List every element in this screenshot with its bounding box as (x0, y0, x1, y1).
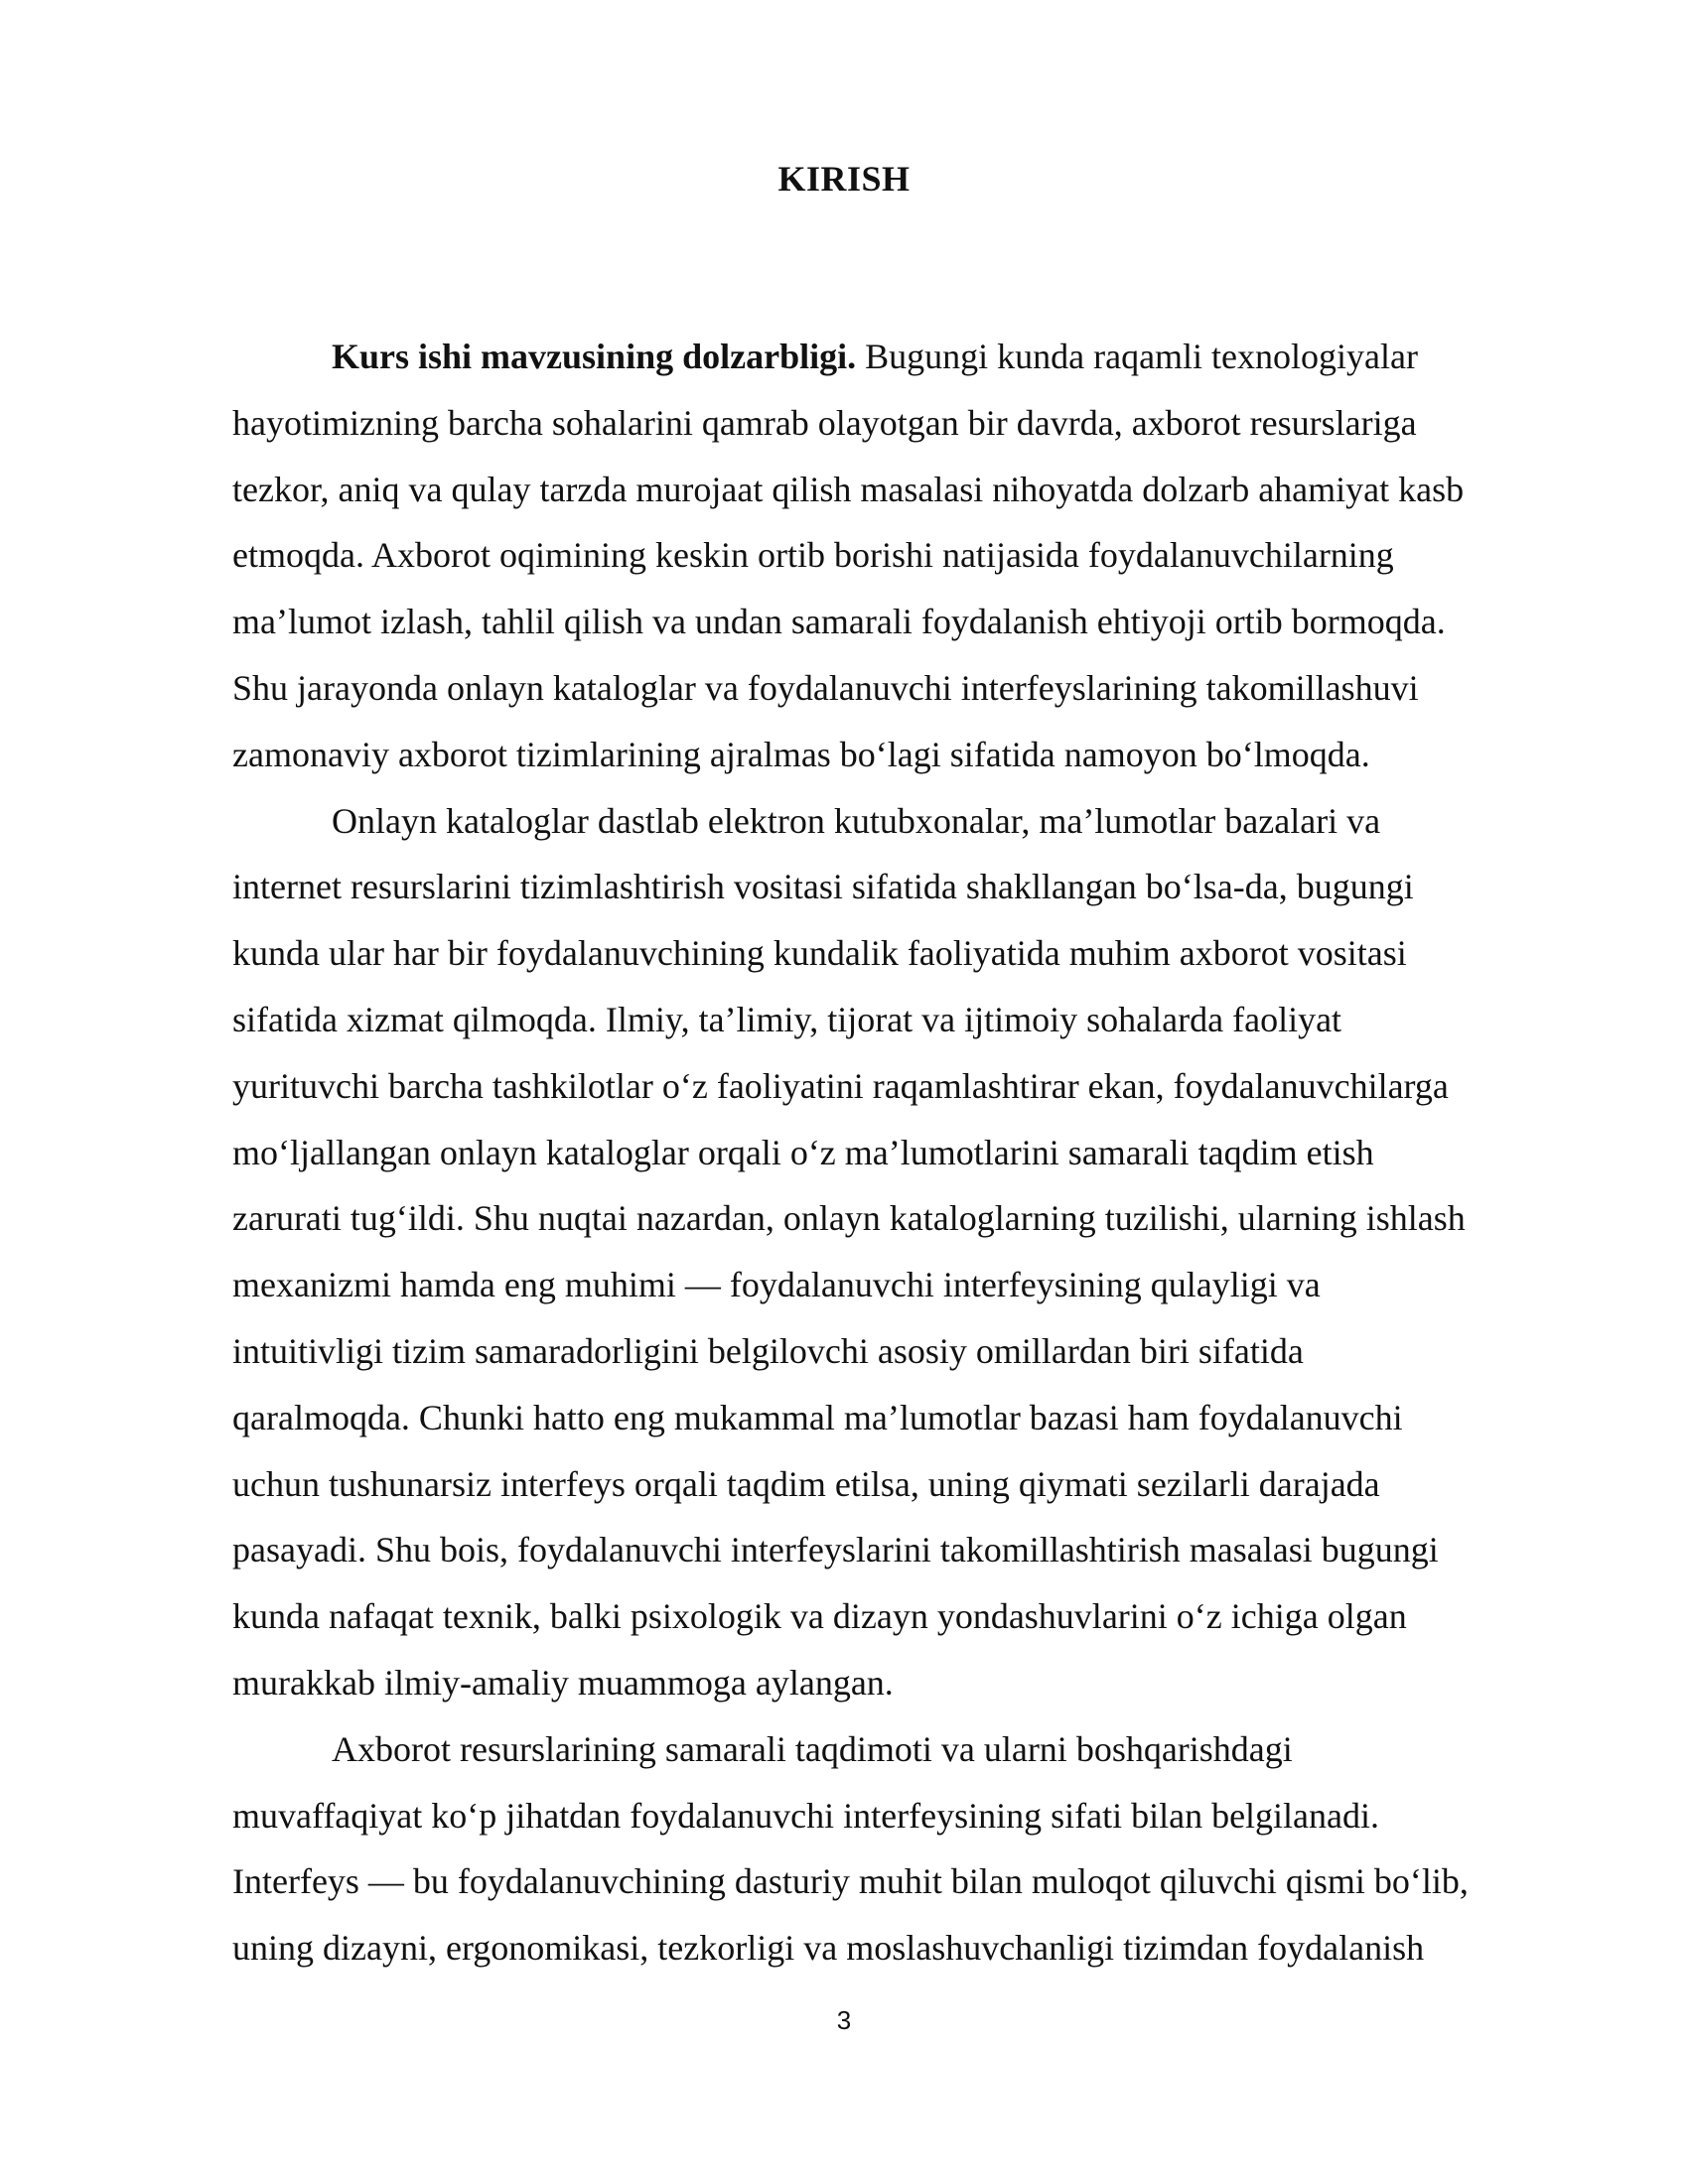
text-line-3: tezkor, aniq va qulay tarzda murojaat qilish masalasi nihoyatda dolzarb ahamiyat kasb (232, 469, 1465, 509)
text-line-1 (232, 324, 1568, 390)
page-number: 3 (836, 2005, 852, 2035)
text-line-5: ma’lumot izlash, tahlil qilish va undan samarali foydalanish ehtiyoji ortib bormoqda. (232, 602, 1446, 642)
text-line-21: murakkab ilmiy-amaliy muammoga aylangan. (232, 1662, 894, 1703)
text-line-16: intuitivligi tizim samaradorligini belgilovchi asosiy omillardan biri sifatida (232, 1330, 1304, 1371)
text-line-20: kunda nafaqat texnik, balki psixologik va dizayn yondashuvlarini o‘z ichiga olgan (232, 1596, 1407, 1637)
text-line-23: muvaffaqiyat ko‘p jihatdan foydalanuvchi interfeysining sifati bilan belgilanadi. (232, 1795, 1380, 1836)
text-line-4: etmoqda. Axborot oqimining keskin ortib borishi natijasida foydalanuvchilarning (232, 535, 1394, 576)
text-line-17: qaralmoqda. Chunki hatto eng mukammal ma’lumotlar bazasi ham foydalanuvchi (232, 1397, 1403, 1437)
text-line-13: mo‘ljallangan onlayn kataloglar orqali o‘z ma’lumotlarini samarali taqdim etish (232, 1132, 1374, 1172)
text-line-15: mexanizmi hamda eng muhimi — foydalanuvchi interfeysining qulayligi va (232, 1265, 1321, 1305)
lead-heading: Kurs ishi mavzusining dolzarbligi. (332, 337, 857, 376)
text-line-12: yurituvchi barcha tashkilotlar o‘z faoliyatini raqamlashtirar ekan, foydalanuvchilarga (232, 1065, 1449, 1106)
body-text (232, 324, 1568, 1981)
text-line-7: zamonaviy axborot tizimlarining ajralmas bo‘lagi sifatida namoyon bo‘lmoqda. (232, 734, 1370, 774)
text-line-10: kunda ular har bir foydalanuvchining kundalik faoliyatida muhim axborot vositasi (232, 933, 1407, 974)
page-title: KIRISH (777, 159, 911, 199)
text-line-25: uning dizayni, ergonomikasi, tezkorligi va moslashuvchanligi tizimdan foydalanish (232, 1928, 1425, 1969)
text-line-18: uchun tushunarsiz interfeys orqali taqdim etilsa, uning qiymati sezilarli darajada (232, 1463, 1380, 1504)
text-line-19: pasayadi. Shu bois, foydalanuvchi interfeyslarini takomillashtirish masalasi bugungi (232, 1530, 1439, 1570)
text-line-9: internet resurslarini tizimlashtirish vositasi sifatida shakllangan bo‘lsa-da, bugungi (232, 867, 1414, 907)
text-line-1-rest: Bugungi kunda raqamli texnologiyalar (856, 337, 1418, 376)
text-line-14: zarurati tug‘ildi. Shu nuqtai nazardan, onlayn kataloglarning tuzilishi, ularning ishlash (232, 1198, 1466, 1239)
text-line-11: sifatida xizmat qilmoqda. Ilmiy, ta’limiy, tijorat va ijtimoiy sohalarda faoliyat (232, 999, 1342, 1039)
text-line-2: hayotimizning barcha sohalarini qamrab olayotgan bir davrda, axborot resurslariga (232, 402, 1417, 443)
text-line-6: Shu jarayonda onlayn kataloglar va foydalanuvchi interfeyslarining takomillashuvi (232, 667, 1419, 708)
text-line-24: Interfeys — bu foydalanuvchining dasturiy muhit bilan muloqot qiluvchi qismi bo‘lib, (232, 1861, 1469, 1902)
text-line-22: Axborot resurslarining samarali taqdimoti va ularni boshqarishdagi (332, 1728, 1293, 1769)
text-line-8: Onlayn kataloglar dastlab elektron kutubxonalar, ma’lumotlar bazalari va (332, 800, 1381, 841)
